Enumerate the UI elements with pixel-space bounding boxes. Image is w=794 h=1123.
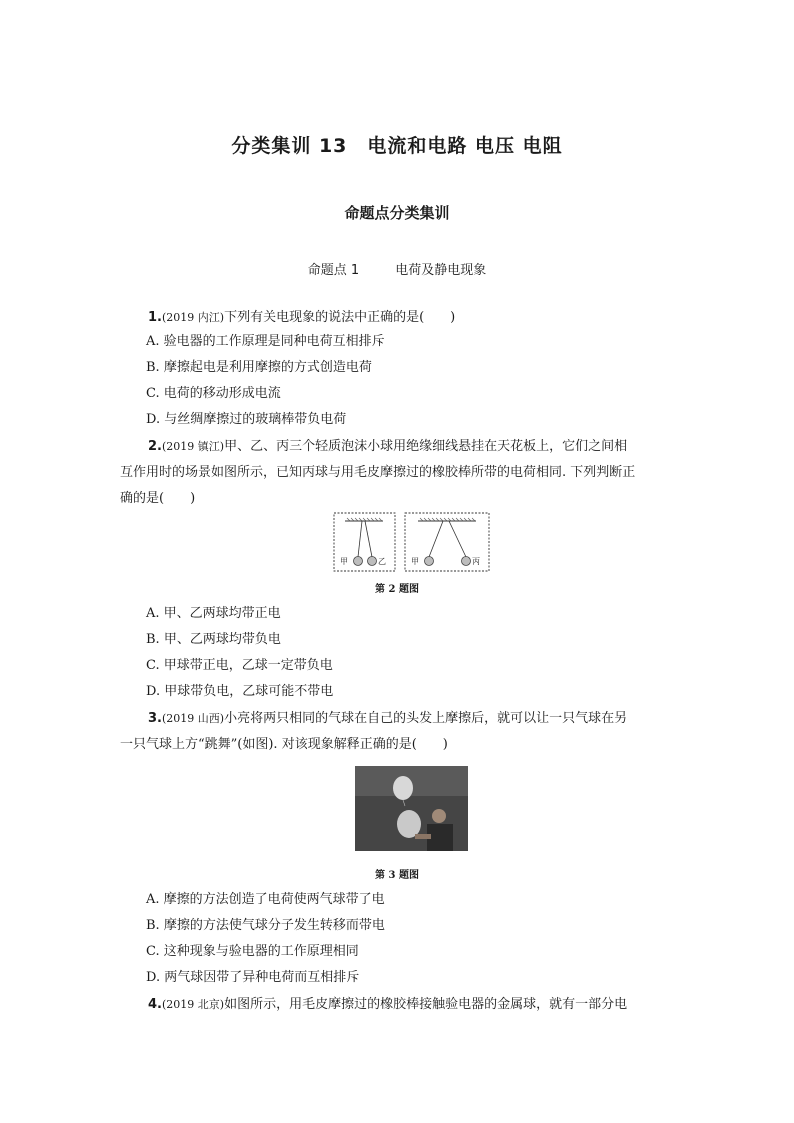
question-source: (2019 山西)	[161, 712, 225, 725]
section-label: 命题点 1	[307, 263, 360, 278]
q1-option-c: C. 电荷的移动形成电流	[146, 386, 281, 401]
q1-option-a: A. 验电器的工作原理是同种电荷互相排斥	[146, 334, 385, 349]
question-source: (2019 内江)	[161, 311, 225, 324]
q1-option-b: B. 摩擦起电是利用摩擦的方式创造电荷	[146, 360, 372, 375]
q3-option-b: B. 摩擦的方法使气球分子发生转移而带电	[146, 918, 385, 933]
label-jia-2: 甲	[411, 557, 419, 566]
question-number: 4.	[148, 997, 162, 1012]
q3-option-d: D. 两气球因带了异种电荷而互相排斥	[146, 970, 360, 985]
section-name: 电荷及静电现象	[395, 263, 487, 278]
page-title: 分类集训 13 电流和电路 电压 电阻	[231, 135, 563, 157]
figure-2-pendulum-balls	[333, 512, 490, 572]
q2-option-a: A. 甲、乙两球均带正电	[146, 606, 281, 621]
question-3	[120, 706, 676, 732]
label-bing: 丙	[472, 557, 480, 566]
question-number: 3.	[148, 711, 162, 726]
figure-2-caption: 第 2 题图	[375, 584, 419, 595]
label-jia-1: 甲	[340, 557, 348, 566]
question-text: 小亮将两只相同的气球在自己的头发上摩擦后，就可以让一只气球在另	[224, 711, 628, 726]
q2-option-d: D. 甲球带负电，乙球可能不带电	[146, 684, 334, 699]
figure-3-caption: 第 3 题图	[375, 870, 419, 881]
question-4	[120, 992, 676, 1018]
q1-option-d: D. 与丝绸摩擦过的玻璃棒带负电荷	[146, 412, 347, 427]
q2-option-c: C. 甲球带正电，乙球一定带负电	[146, 658, 333, 673]
question-2	[120, 434, 676, 460]
question-text: 如图所示，用毛皮摩擦过的橡胶棒接触验电器的金属球，就有一部分电	[224, 997, 628, 1012]
question-source: (2019 北京)	[161, 998, 225, 1011]
question-2-line-2: 互作用时的场景如图所示，已知丙球与用毛皮摩擦过的橡胶棒所带的电荷相同. 下列判断正	[120, 465, 636, 480]
question-text: 下列有关电现象的说法中正确的是( )	[224, 310, 456, 325]
question-number: 1.	[148, 310, 162, 325]
figure-3-balloon-photo	[355, 766, 468, 851]
question-1	[120, 305, 676, 331]
question-source: (2019 镇江)	[161, 440, 225, 453]
question-text: 甲、乙、丙三个轻质泡沫小球用绝缘细线悬挂在天花板上，它们之间相	[224, 439, 628, 454]
section-heading	[0, 259, 794, 278]
question-2-line-3: 确的是( )	[120, 491, 196, 506]
question-number: 2.	[148, 439, 162, 454]
label-yi: 乙	[378, 557, 386, 566]
q3-option-a: A. 摩擦的方法创造了电荷使两气球带了电	[146, 892, 385, 907]
page-subtitle: 命题点分类集训	[344, 204, 450, 222]
q2-option-b: B. 甲、乙两球均带负电	[146, 632, 281, 647]
question-3-line-2: 一只气球上方“跳舞”(如图). 对该现象解释正确的是( )	[120, 737, 448, 752]
q3-option-c: C. 这种现象与验电器的工作原理相同	[146, 944, 359, 959]
